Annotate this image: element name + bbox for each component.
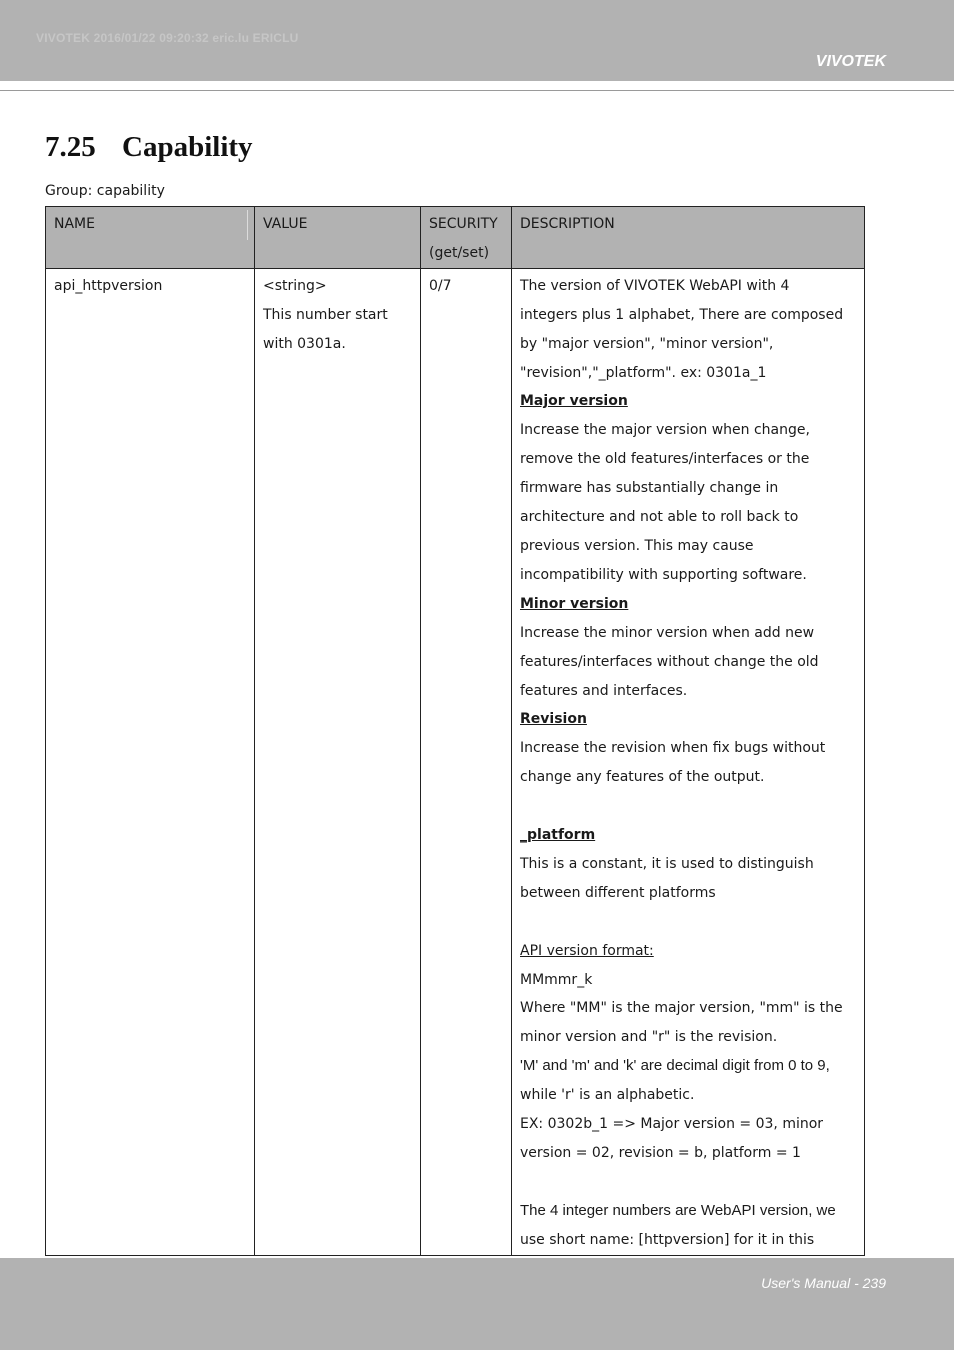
brand-label: VIVOTEK: [815, 53, 886, 70]
value-line: This number start: [263, 306, 388, 323]
header-cell-name: [46, 207, 255, 269]
page-number-label: User's Manual - 239: [761, 1275, 886, 1291]
revision-heading: Revision: [520, 711, 587, 728]
section-number: 7.25: [45, 131, 96, 163]
section-title: Capability: [122, 131, 253, 163]
table-row: [46, 268, 865, 1255]
header-security-sub: (get/set): [429, 244, 490, 261]
description-line: remove the old features/interfaces or the: [520, 451, 810, 468]
section-heading: [45, 131, 253, 164]
description-line: "revision","_platform". ex: 0301a_1: [520, 364, 767, 381]
description-line: Increase the major version when change,: [520, 422, 810, 439]
description-line: previous version. This may cause: [520, 537, 754, 554]
header-value-label: VALUE: [263, 216, 308, 232]
header-cell-value: [255, 207, 421, 269]
description-line: The 4 integer numbers are WebAPI version, we: [520, 1201, 836, 1219]
header-cell-description: [512, 207, 865, 269]
description-line: EX: 0302b_1 => Major version = 03, minor: [520, 1116, 824, 1133]
format-heading: API version format:: [520, 942, 654, 959]
cell-value: [255, 268, 421, 1255]
description-line: minor version and "r" is the revision.: [520, 1029, 778, 1046]
spacer: [520, 1168, 856, 1197]
value-line: <string>: [263, 277, 327, 294]
description-line: Increase the revision when fix bugs without: [520, 740, 826, 757]
description-line: architecture and not able to roll back to: [520, 509, 799, 526]
description-line: firmware has substantially change in: [520, 480, 779, 497]
minor-version-heading: Minor version: [520, 595, 629, 612]
description-line: incompatibility with supporting software.: [520, 566, 807, 583]
parameter-name: api_httpversion: [54, 277, 163, 294]
description-line: 'M' and 'm' and 'k' are decimal digit from 0 to 9,: [520, 1057, 830, 1075]
description-line: Increase the minor version when add new: [520, 624, 815, 641]
description-line: This is a constant, it is used to distinguish: [520, 855, 814, 872]
description-line: change any features of the output.: [520, 769, 765, 786]
spacer: [520, 792, 856, 821]
major-version-heading: Major version: [520, 393, 628, 410]
header-security-label: SECURITY: [429, 216, 498, 232]
header-divider: [0, 90, 954, 91]
cell-description: [512, 268, 865, 1255]
description-line: between different platforms: [520, 884, 716, 901]
cell-name: [46, 268, 255, 1255]
header-cell-security: [421, 207, 512, 269]
watermark-text: VIVOTEK 2016/01/22 09:20:32 eric.lu ERICLU: [36, 31, 299, 45]
description-line: MMmmr_k: [520, 971, 593, 988]
description-line: by "major version", "minor version",: [520, 335, 774, 352]
page-header: [0, 0, 954, 81]
description-line: use short name: [httpversion] for it in this: [520, 1231, 815, 1248]
value-line: with 0301a.: [263, 335, 346, 352]
page-footer: [0, 1258, 954, 1350]
group-label: Group: capability: [45, 183, 165, 199]
header-name-label: NAME: [54, 216, 95, 232]
cell-security: [421, 268, 512, 1255]
capability-table: [45, 206, 865, 1256]
description-line: features and interfaces.: [520, 682, 688, 699]
description-line: Where "MM" is the major version, "mm" is the: [520, 1000, 843, 1017]
header-description-label: DESCRIPTION: [520, 216, 615, 232]
description-line: version = 02, revision = b, platform = 1: [520, 1144, 801, 1161]
table-header-row: [46, 207, 865, 269]
description-line: integers plus 1 alphabet, There are composed: [520, 306, 844, 323]
description-line: features/interfaces without change the old: [520, 653, 819, 670]
platform-heading: _platform: [520, 827, 596, 844]
header-divider-mark: [247, 210, 254, 240]
security-value: 0/7: [429, 277, 452, 294]
spacer: [520, 908, 856, 937]
description-line: The version of VIVOTEK WebAPI with 4: [520, 277, 790, 294]
description-line: while 'r' is an alphabetic.: [520, 1087, 695, 1104]
